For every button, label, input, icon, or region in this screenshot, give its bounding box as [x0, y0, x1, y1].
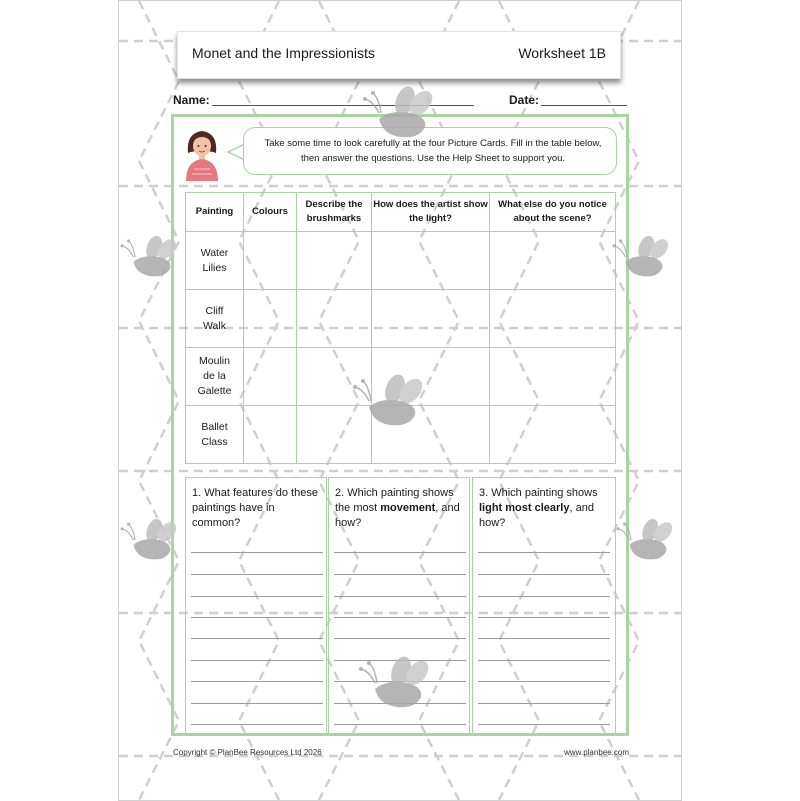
table-cell[interactable] [244, 232, 297, 290]
bee-watermark-icon [357, 653, 437, 713]
table-cell[interactable] [244, 290, 297, 348]
worksheet-page [118, 0, 682, 801]
bee-watermark-icon [361, 83, 441, 143]
bee-watermark-icon [119, 233, 183, 281]
table-row [186, 232, 616, 290]
answer-line[interactable] [334, 638, 466, 639]
question-text: 2. Which painting shows the most movement, and how? [335, 487, 460, 529]
column-header: How does the artist show the light? [372, 193, 490, 232]
question-text: 1. What features do these paintings have in common? [192, 487, 318, 529]
question-box-1 [185, 477, 327, 735]
painting-name: Moulin de la Galette [186, 348, 244, 406]
answer-line[interactable] [191, 596, 323, 597]
answer-line[interactable] [191, 681, 323, 682]
answer-line[interactable] [478, 660, 610, 661]
bee-watermark-icon [611, 233, 675, 281]
answer-line[interactable] [478, 703, 610, 704]
answer-line[interactable] [478, 596, 610, 597]
answer-line[interactable] [191, 552, 323, 553]
answer-line[interactable] [334, 724, 466, 725]
website-link[interactable]: www.planbee.com [564, 748, 629, 757]
instructions-bubble: Take some time to look carefully at the four Picture Cards. Fill in the table below, then answer the questions. Use the Help Sheet to support you. [243, 127, 617, 175]
answer-line[interactable] [191, 574, 323, 575]
bee-watermark-icon [351, 371, 431, 431]
painting-name: Cliff Walk [186, 290, 244, 348]
column-header: What else do you notice about the scene? [490, 193, 616, 232]
answer-line[interactable] [191, 703, 323, 704]
answer-line[interactable] [191, 660, 323, 661]
answer-line[interactable] [191, 638, 323, 639]
worksheet-title: Monet and the Impressionists [192, 45, 375, 61]
answer-line[interactable] [478, 552, 610, 553]
table-cell[interactable] [372, 232, 490, 290]
date-field[interactable] [541, 105, 627, 106]
column-header: Colours [244, 193, 297, 232]
table-cell[interactable] [490, 232, 616, 290]
answer-line[interactable] [191, 724, 323, 725]
table-cell[interactable] [244, 348, 297, 406]
answer-line[interactable] [478, 724, 610, 725]
answer-line[interactable] [478, 574, 610, 575]
copyright-text: Copyright © PlanBee Resources Ltd 2026 [173, 748, 322, 757]
answer-line[interactable] [334, 596, 466, 597]
table-cell[interactable] [244, 406, 297, 464]
table-cell[interactable] [490, 406, 616, 464]
column-header: Describe the brushmarks [297, 193, 372, 232]
answer-line[interactable] [478, 681, 610, 682]
answer-line[interactable] [191, 617, 323, 618]
bee-watermark-icon [119, 516, 183, 564]
table-cell[interactable] [490, 290, 616, 348]
answer-line[interactable] [334, 574, 466, 575]
answer-line[interactable] [478, 638, 610, 639]
painting-name: Water Lilies [186, 232, 244, 290]
answer-line[interactable] [334, 617, 466, 618]
table-cell[interactable] [297, 232, 372, 290]
question-text: 3. Which painting shows light most clearly, and how? [479, 487, 598, 529]
date-label: Date: [509, 93, 540, 107]
girl-avatar-icon [182, 127, 222, 181]
table-row [186, 290, 616, 348]
table-header-row [186, 193, 616, 232]
table-cell[interactable] [297, 290, 372, 348]
worksheet-number: Worksheet 1B [518, 45, 606, 61]
question-box-3 [472, 477, 616, 735]
bee-watermark-icon [615, 516, 679, 564]
worksheet-header [177, 31, 621, 79]
column-header: Painting [186, 193, 244, 232]
answer-line[interactable] [334, 552, 466, 553]
answer-line[interactable] [478, 617, 610, 618]
painting-name: Ballet Class [186, 406, 244, 464]
table-cell[interactable] [490, 348, 616, 406]
table-cell[interactable] [372, 290, 490, 348]
name-label: Name: [173, 93, 210, 107]
